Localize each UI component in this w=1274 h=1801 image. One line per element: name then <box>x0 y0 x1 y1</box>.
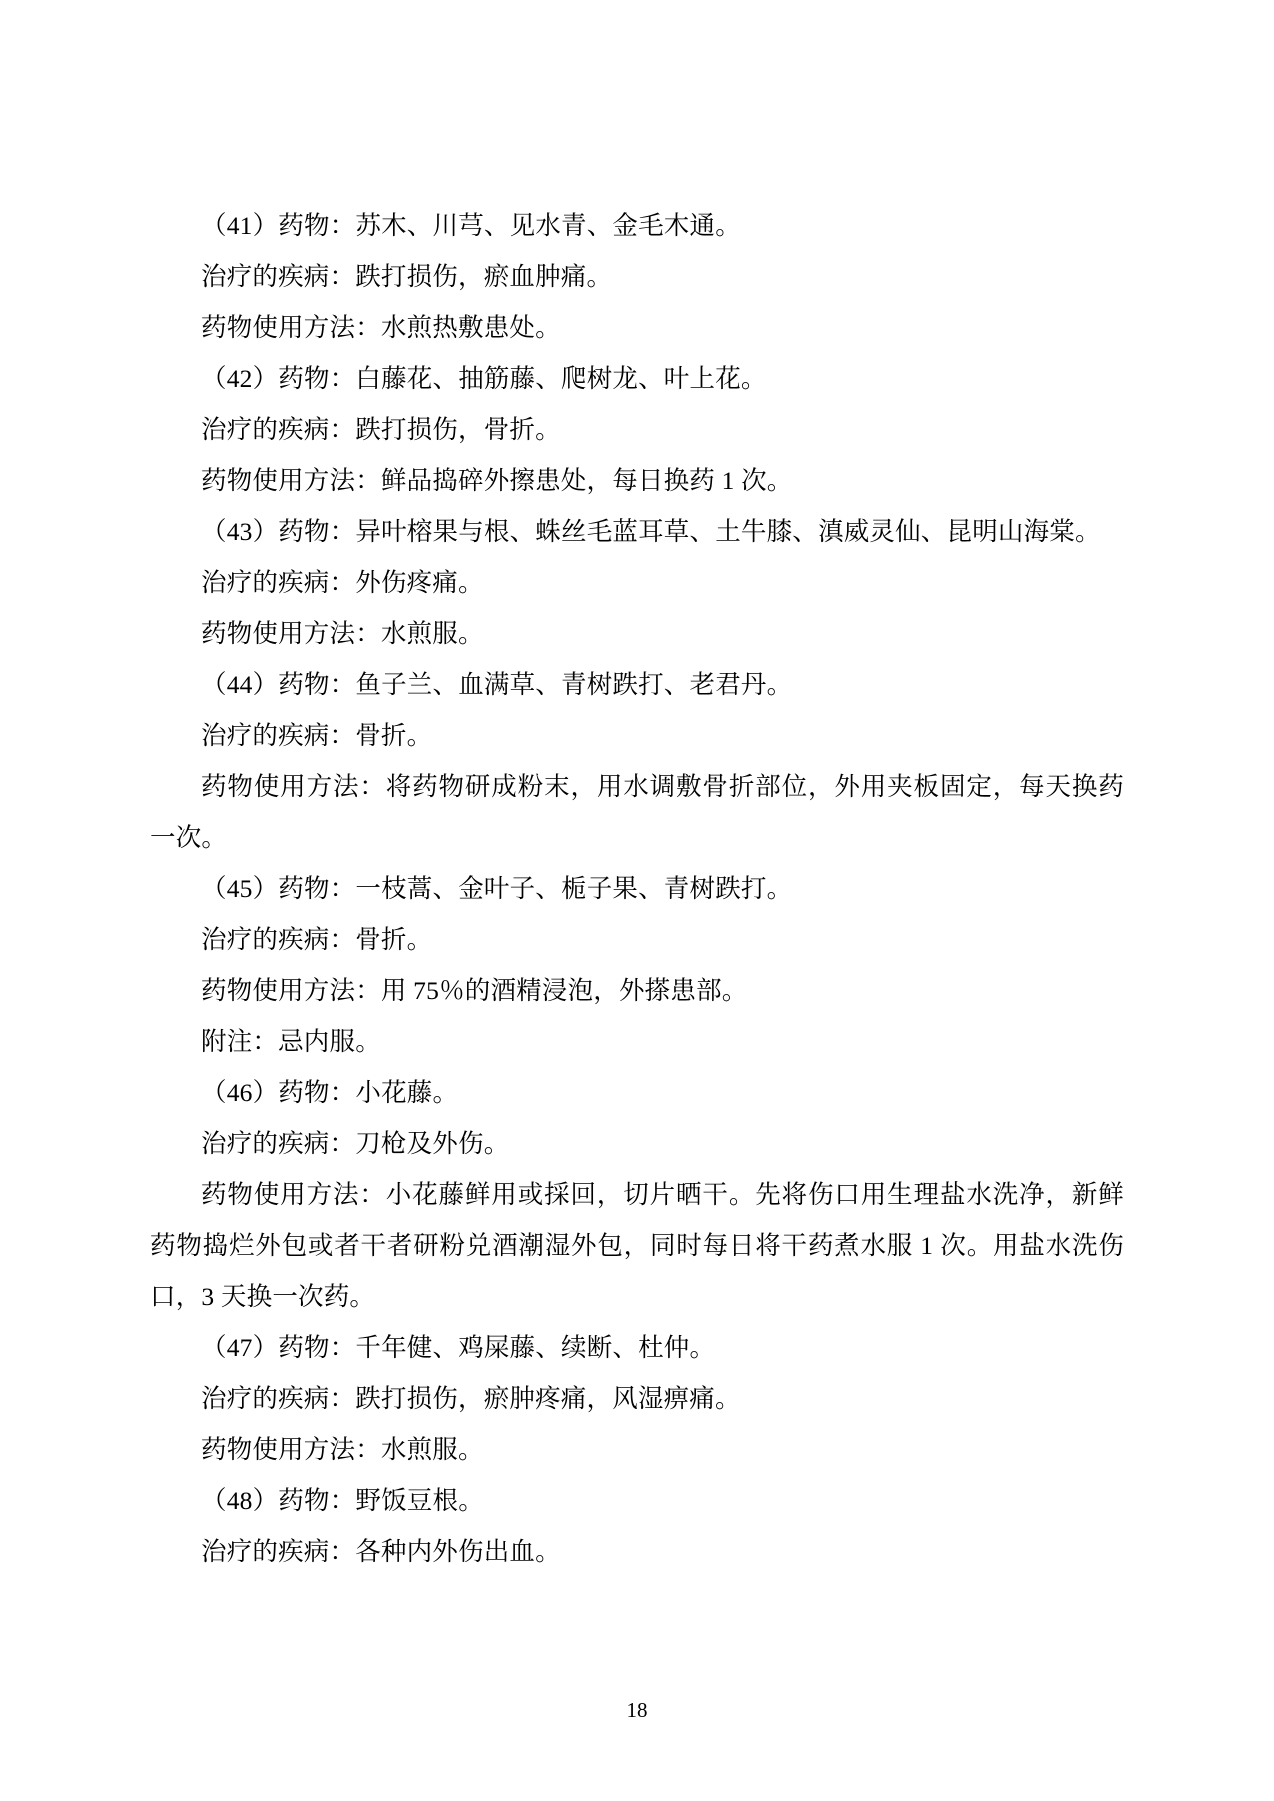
paragraph: 药物使用方法：鲜品捣碎外擦患处，每日换药 1 次。 <box>201 466 793 495</box>
paragraph: （46）药物：小花藤。 <box>201 1078 459 1107</box>
paragraph: （43）药物：异叶榕果与根、蛛丝毛蓝耳草、土牛膝、滇威灵仙、昆明山海棠。 <box>201 517 1101 546</box>
paragraph: 治疗的疾病：骨折。 <box>201 925 433 954</box>
paragraph: 药物使用方法：水煎服。 <box>201 1435 484 1464</box>
paragraph: 药物使用方法：水煎服。 <box>201 619 484 648</box>
paragraph: 药物使用方法：用 75％的酒精浸泡，外搽患部。 <box>201 976 748 1005</box>
document-body <box>150 200 1124 1577</box>
paragraph: （45）药物：一枝蒿、金叶子、栀子果、青树跌打。 <box>201 874 793 903</box>
paragraph: （41）药物：苏木、川芎、见水青、金毛木通。 <box>201 211 741 240</box>
paragraph: 药物使用方法：水煎热敷患处。 <box>201 313 561 342</box>
paragraph: 治疗的疾病：刀枪及外伤。 <box>201 1129 510 1158</box>
paragraph: 附注：忌内服。 <box>201 1027 381 1056</box>
paragraph: （42）药物：白藤花、抽筋藤、爬树龙、叶上花。 <box>201 364 767 393</box>
paragraph: 治疗的疾病：跌打损伤，瘀血肿痛。 <box>201 262 613 291</box>
paragraph: 药物使用方法：小花藤鲜用或採回，切片晒干。先将伤口用生理盐水洗净，新鲜药物捣烂外包或者干者研粉兑酒潮湿外包，同时每日将干药煮水服 1 次。用盐水洗伤口，3 天换一次药。 <box>150 1180 1124 1311</box>
paragraph: （48）药物：野饭豆根。 <box>201 1486 484 1515</box>
paragraph: 治疗的疾病：外伤疼痛。 <box>201 568 484 597</box>
paragraph: 治疗的疾病：跌打损伤，骨折。 <box>201 415 561 444</box>
page-number: 18 <box>626 1698 648 1722</box>
paragraph: （44）药物：鱼子兰、血满草、青树跌打、老君丹。 <box>201 670 793 699</box>
paragraph: 治疗的疾病：骨折。 <box>201 721 433 750</box>
paragraph: （47）药物：千年健、鸡屎藤、续断、杜仲。 <box>201 1333 716 1362</box>
paragraph: 药物使用方法：将药物研成粉末，用水调敷骨折部位，外用夹板固定，每天换药一次。 <box>150 772 1124 852</box>
paragraph: 治疗的疾病：跌打损伤，瘀肿疼痛，风湿痹痛。 <box>201 1384 741 1413</box>
paragraph: 治疗的疾病：各种内外伤出血。 <box>201 1537 561 1566</box>
